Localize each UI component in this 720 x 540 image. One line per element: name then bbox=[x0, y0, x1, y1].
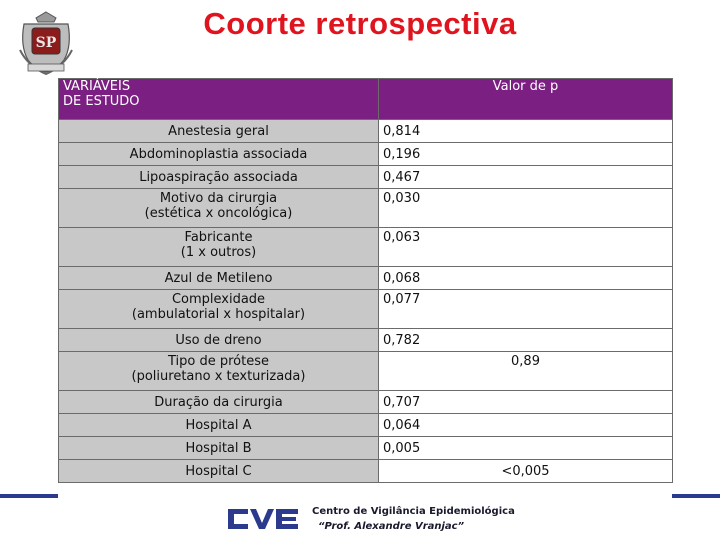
table-row bbox=[59, 329, 673, 352]
svg-text:SP: SP bbox=[35, 35, 57, 51]
variable-label: Fabricante bbox=[184, 230, 253, 245]
p-value-cell: 0,064 bbox=[379, 414, 673, 437]
table-row bbox=[59, 267, 673, 290]
p-value-cell: 0,063 bbox=[379, 228, 673, 267]
variable-cell bbox=[59, 189, 379, 228]
variable-label: Anestesia geral bbox=[168, 123, 269, 139]
variable-label: Uso de dreno bbox=[175, 332, 262, 348]
footer-org-name: Centro de Vigilância Epidemiológica bbox=[312, 506, 515, 517]
footer-rule-right bbox=[672, 494, 720, 498]
p-value-cell: 0,89 bbox=[379, 352, 673, 391]
variable-label: Hospital A bbox=[185, 417, 252, 433]
variable-cell bbox=[59, 329, 379, 352]
variable-label: Tipo de prótese bbox=[167, 354, 269, 369]
table-row bbox=[59, 228, 673, 267]
p-value-cell: 0,030 bbox=[379, 189, 673, 228]
variable-cell bbox=[59, 166, 379, 189]
table-row bbox=[59, 143, 673, 166]
variable-label: Abdominoplastia associada bbox=[129, 146, 308, 162]
variable-label: (ambulatorial x hospitalar) bbox=[131, 307, 306, 322]
table-row bbox=[59, 290, 673, 329]
variable-label: (poliuretano x texturizada) bbox=[131, 369, 306, 384]
results-table bbox=[58, 78, 673, 483]
variable-label: Duração da cirurgia bbox=[154, 394, 283, 410]
table-body bbox=[59, 120, 673, 483]
table-row bbox=[59, 120, 673, 143]
variable-label: Motivo da cirurgia bbox=[159, 191, 278, 206]
variable-cell bbox=[59, 391, 379, 414]
variable-cell bbox=[59, 414, 379, 437]
variable-label: (estética x oncológica) bbox=[144, 206, 293, 221]
p-value-cell: 0,068 bbox=[379, 267, 673, 290]
variable-cell bbox=[59, 290, 379, 329]
p-value-cell: 0,077 bbox=[379, 290, 673, 329]
variable-cell bbox=[59, 437, 379, 460]
header-variables-line1: VARIÁVEIS bbox=[63, 79, 131, 94]
p-value-cell: 0,467 bbox=[379, 166, 673, 189]
variable-label: (1 x outros) bbox=[180, 245, 257, 260]
variable-cell bbox=[59, 120, 379, 143]
variable-label: Lipoaspiração associada bbox=[139, 169, 298, 185]
footer-org-subtitle: “Prof. Alexandre Vranjac” bbox=[318, 521, 465, 532]
header-variables-line2: DE ESTUDO bbox=[63, 94, 140, 109]
variable-label: Complexidade bbox=[171, 292, 266, 307]
header-variables bbox=[59, 79, 379, 120]
p-value-cell: 0,707 bbox=[379, 391, 673, 414]
table-row bbox=[59, 189, 673, 228]
table-row bbox=[59, 414, 673, 437]
variable-cell bbox=[59, 228, 379, 267]
p-value-cell: 0,196 bbox=[379, 143, 673, 166]
p-value-cell: 0,814 bbox=[379, 120, 673, 143]
variable-cell bbox=[59, 143, 379, 166]
p-value-cell: <0,005 bbox=[379, 460, 673, 483]
table-row bbox=[59, 460, 673, 483]
variable-label: Hospital B bbox=[185, 440, 252, 456]
header-p-value: Valor de p bbox=[379, 79, 673, 120]
p-value-cell: 0,782 bbox=[379, 329, 673, 352]
footer-rule-left bbox=[0, 494, 58, 498]
table-row bbox=[59, 166, 673, 189]
p-value-cell: 0,005 bbox=[379, 437, 673, 460]
table-row bbox=[59, 391, 673, 414]
cve-logo bbox=[224, 503, 304, 535]
page-title: Coorte retrospectiva bbox=[203, 6, 517, 41]
table-row bbox=[59, 437, 673, 460]
variable-cell bbox=[59, 352, 379, 391]
variable-label: Azul de Metileno bbox=[164, 270, 273, 286]
variable-label: Hospital C bbox=[185, 463, 252, 479]
table-row bbox=[59, 352, 673, 391]
variable-cell bbox=[59, 460, 379, 483]
table-header-row bbox=[59, 79, 673, 120]
variable-cell bbox=[59, 267, 379, 290]
